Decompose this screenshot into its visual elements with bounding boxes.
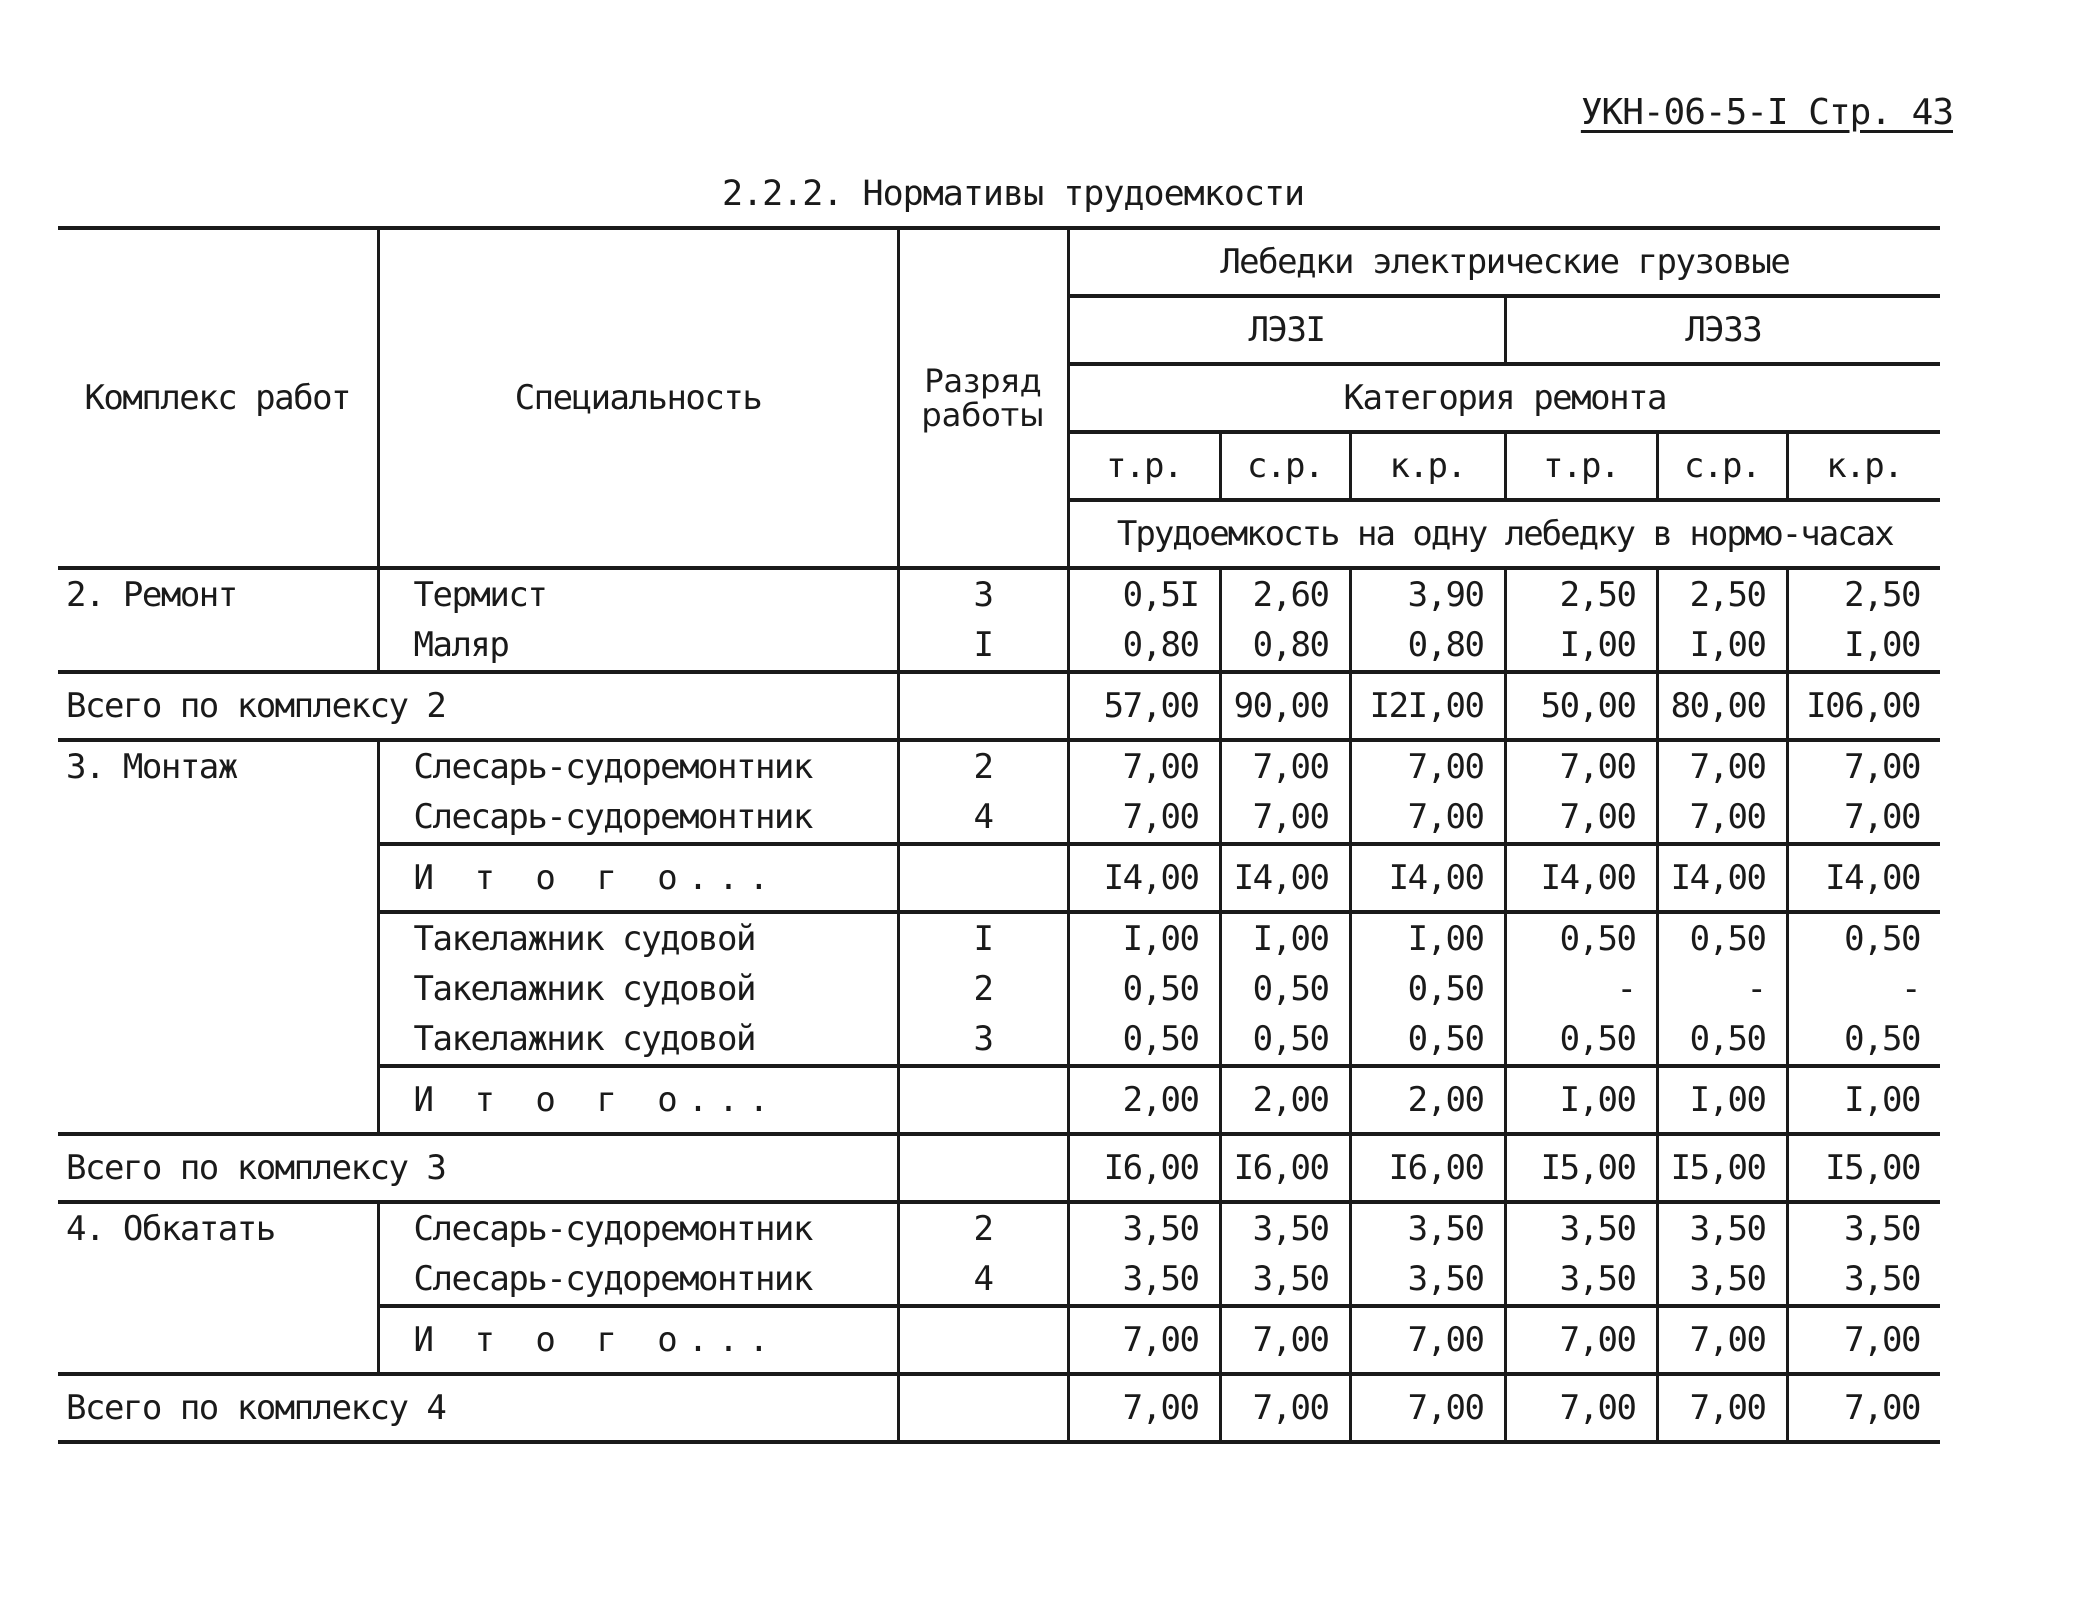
value-cell: 0,80 <box>1350 620 1505 672</box>
value-cell: 0,50 <box>1350 1014 1505 1066</box>
value-cell: I5,00 <box>1787 1134 1940 1202</box>
value-cell: 2,00 <box>1068 1066 1220 1134</box>
value-cell: 80,00 <box>1657 672 1787 740</box>
value-cell: 7,00 <box>1787 1374 1940 1442</box>
value-cell: I,00 <box>1787 620 1940 672</box>
complex-cell: 2. Ремонт <box>58 568 378 620</box>
specialty-cell: Слесарь-судоремонтник <box>378 792 898 844</box>
value-cell: 7,00 <box>1787 740 1940 792</box>
grade-cell <box>898 1374 1068 1442</box>
value-cell: 3,50 <box>1505 1202 1657 1254</box>
complex-total-row <box>58 1374 1940 1442</box>
table-row <box>58 740 1940 792</box>
value-cell: 7,00 <box>1068 1374 1220 1442</box>
complex-cell <box>58 1066 378 1134</box>
value-cell: I,00 <box>1220 912 1350 964</box>
value-cell: I4,00 <box>1505 844 1657 912</box>
specialty-cell: Такелажник судовой <box>378 1014 898 1066</box>
value-cell: 0,50 <box>1505 1014 1657 1066</box>
grade-cell: 2 <box>898 964 1068 1014</box>
value-cell: 7,00 <box>1220 740 1350 792</box>
cat-sr-1: с.р. <box>1220 432 1350 500</box>
value-cell: 0,5I <box>1068 568 1220 620</box>
value-cell: 3,90 <box>1350 568 1505 620</box>
grade-cell: 2 <box>898 740 1068 792</box>
value-cell: I,00 <box>1657 620 1787 672</box>
value-cell: I,00 <box>1657 1066 1787 1134</box>
value-cell: 3,50 <box>1787 1202 1940 1254</box>
complex-cell <box>58 1254 378 1306</box>
complex-cell <box>58 620 378 672</box>
value-cell: 7,00 <box>1220 1374 1350 1442</box>
value-cell: 3,50 <box>1505 1254 1657 1306</box>
grade-cell <box>898 1134 1068 1202</box>
complex-total-row <box>58 1134 1940 1202</box>
table-body <box>58 568 1940 1442</box>
specialty-cell: Такелажник судовой <box>378 964 898 1014</box>
model-2-header: ЛЭ33 <box>1505 296 1940 364</box>
grade-cell: 2 <box>898 1202 1068 1254</box>
value-cell: I,00 <box>1787 1066 1940 1134</box>
value-cell: I4,00 <box>1350 844 1505 912</box>
value-cell: I,00 <box>1068 912 1220 964</box>
document-title: 2.2.2. Нормативы трудоемкости <box>722 174 1305 214</box>
value-cell: I4,00 <box>1068 844 1220 912</box>
value-cell: I06,00 <box>1787 672 1940 740</box>
table-header <box>58 228 1940 568</box>
value-cell: I,00 <box>1505 1066 1657 1134</box>
grade-cell: I <box>898 620 1068 672</box>
value-cell: 7,00 <box>1657 792 1787 844</box>
complex-cell <box>58 1014 378 1066</box>
value-cell: 7,00 <box>1220 1306 1350 1374</box>
value-cell: I6,00 <box>1068 1134 1220 1202</box>
value-cell: 0,50 <box>1220 964 1350 1014</box>
table-row <box>58 1254 1940 1306</box>
value-cell: 0,50 <box>1350 964 1505 1014</box>
subtotal-label: И т о г о... <box>378 1306 898 1374</box>
table-row <box>58 912 1940 964</box>
value-cell: 2,00 <box>1350 1066 1505 1134</box>
complex-cell: 3. Монтаж <box>58 740 378 792</box>
value-cell: 2,50 <box>1505 568 1657 620</box>
specialty-cell: Слесарь-судоремонтник <box>378 1202 898 1254</box>
value-cell: 7,00 <box>1505 1306 1657 1374</box>
unit-header: Трудоемкость на одну лебедку в нормо-часах <box>1068 500 1940 568</box>
value-cell: 2,00 <box>1220 1066 1350 1134</box>
cat-tr-1: т.р. <box>1068 432 1220 500</box>
complex-cell: 4. Обкатать <box>58 1202 378 1254</box>
value-cell: I4,00 <box>1220 844 1350 912</box>
value-cell: 90,00 <box>1220 672 1350 740</box>
value-cell: 7,00 <box>1350 1374 1505 1442</box>
value-cell: 3,50 <box>1068 1254 1220 1306</box>
repair-category-header: Категория ремонта <box>1068 364 1940 432</box>
value-cell: 7,00 <box>1068 1306 1220 1374</box>
value-cell: 7,00 <box>1220 792 1350 844</box>
grade-cell <box>898 1306 1068 1374</box>
grade-cell <box>898 672 1068 740</box>
value-cell: 7,00 <box>1787 792 1940 844</box>
complex-total-label: Всего по комплексу 3 <box>58 1134 898 1202</box>
value-cell: 3,50 <box>1220 1254 1350 1306</box>
complex-total-row <box>58 672 1940 740</box>
value-cell: 2,50 <box>1787 568 1940 620</box>
value-cell: - <box>1657 964 1787 1014</box>
value-cell: 7,00 <box>1350 740 1505 792</box>
value-cell: 7,00 <box>1350 1306 1505 1374</box>
value-cell: 50,00 <box>1505 672 1657 740</box>
value-cell: - <box>1787 964 1940 1014</box>
value-cell: 7,00 <box>1350 792 1505 844</box>
grade-cell <box>898 1066 1068 1134</box>
complex-cell <box>58 964 378 1014</box>
model-1-header: ЛЭ3I <box>1068 296 1505 364</box>
value-cell: - <box>1505 964 1657 1014</box>
value-cell: I6,00 <box>1220 1134 1350 1202</box>
value-cell: 0,80 <box>1068 620 1220 672</box>
table-row <box>58 1202 1940 1254</box>
subtotal-row <box>58 844 1940 912</box>
labor-norms-table <box>58 226 1940 1444</box>
group-header: Лебедки электрические грузовые <box>1068 228 1940 296</box>
value-cell: 7,00 <box>1505 792 1657 844</box>
specialty-cell: Термист <box>378 568 898 620</box>
value-cell: 3,50 <box>1657 1202 1787 1254</box>
specialty-cell: Такелажник судовой <box>378 912 898 964</box>
value-cell: 3,50 <box>1657 1254 1787 1306</box>
grade-cell: 4 <box>898 1254 1068 1306</box>
subtotal-label: И т о г о... <box>378 1066 898 1134</box>
value-cell: I4,00 <box>1787 844 1940 912</box>
grade-cell: I <box>898 912 1068 964</box>
grade-cell <box>898 844 1068 912</box>
value-cell: I,00 <box>1350 912 1505 964</box>
value-cell: 0,50 <box>1505 912 1657 964</box>
grade-cell: 3 <box>898 568 1068 620</box>
value-cell: 3,50 <box>1350 1202 1505 1254</box>
complex-total-label: Всего по комплексу 2 <box>58 672 898 740</box>
value-cell: 7,00 <box>1068 740 1220 792</box>
value-cell: 7,00 <box>1068 792 1220 844</box>
specialty-cell: Маляр <box>378 620 898 672</box>
value-cell: 2,60 <box>1220 568 1350 620</box>
cat-sr-2: с.р. <box>1657 432 1787 500</box>
value-cell: 0,80 <box>1220 620 1350 672</box>
table-row <box>58 1014 1940 1066</box>
value-cell: 0,50 <box>1220 1014 1350 1066</box>
value-cell: I5,00 <box>1657 1134 1787 1202</box>
cat-tr-2: т.р. <box>1505 432 1657 500</box>
value-cell: I5,00 <box>1505 1134 1657 1202</box>
grade-cell: 4 <box>898 792 1068 844</box>
col-complex-header: Комплекс работ <box>84 378 351 418</box>
value-cell: 0,50 <box>1657 912 1787 964</box>
specialty-cell: Слесарь-судоремонтник <box>378 1254 898 1306</box>
value-cell: I6,00 <box>1350 1134 1505 1202</box>
value-cell: 7,00 <box>1657 1374 1787 1442</box>
col-grade-header: Разряд работы <box>898 228 1068 568</box>
value-cell: 2,50 <box>1657 568 1787 620</box>
page-code: УКН-06-5-I Стр. 43 <box>1580 92 1953 133</box>
value-cell: 7,00 <box>1505 1374 1657 1442</box>
table-row <box>58 620 1940 672</box>
value-cell: 0,50 <box>1068 1014 1220 1066</box>
value-cell: I,00 <box>1505 620 1657 672</box>
table-row <box>58 792 1940 844</box>
specialty-cell: Слесарь-судоремонтник <box>378 740 898 792</box>
subtotal-row <box>58 1306 1940 1374</box>
labor-norms-table-wrapper <box>58 226 1940 1444</box>
complex-cell <box>58 912 378 964</box>
grade-cell: 3 <box>898 1014 1068 1066</box>
value-cell: I4,00 <box>1657 844 1787 912</box>
complex-total-label: Всего по комплексу 4 <box>58 1374 898 1442</box>
value-cell: 0,50 <box>1068 964 1220 1014</box>
value-cell: I2I,00 <box>1350 672 1505 740</box>
value-cell: 3,50 <box>1068 1202 1220 1254</box>
col-specialty-header: Специальность <box>378 228 898 568</box>
value-cell: 0,50 <box>1657 1014 1787 1066</box>
table-row <box>58 964 1940 1014</box>
value-cell: 7,00 <box>1787 1306 1940 1374</box>
value-cell: 3,50 <box>1350 1254 1505 1306</box>
complex-cell <box>58 1306 378 1374</box>
subtotal-label: И т о г о... <box>378 844 898 912</box>
subtotal-row <box>58 1066 1940 1134</box>
complex-cell <box>58 844 378 912</box>
value-cell: 7,00 <box>1657 1306 1787 1374</box>
value-cell: 0,50 <box>1787 912 1940 964</box>
cat-kr-1: к.р. <box>1350 432 1505 500</box>
value-cell: 3,50 <box>1220 1202 1350 1254</box>
value-cell: 7,00 <box>1505 740 1657 792</box>
cat-kr-2: к.р. <box>1787 432 1940 500</box>
complex-cell <box>58 792 378 844</box>
table-row <box>58 568 1940 620</box>
value-cell: 7,00 <box>1657 740 1787 792</box>
value-cell: 3,50 <box>1787 1254 1940 1306</box>
value-cell: 57,00 <box>1068 672 1220 740</box>
value-cell: 0,50 <box>1787 1014 1940 1066</box>
